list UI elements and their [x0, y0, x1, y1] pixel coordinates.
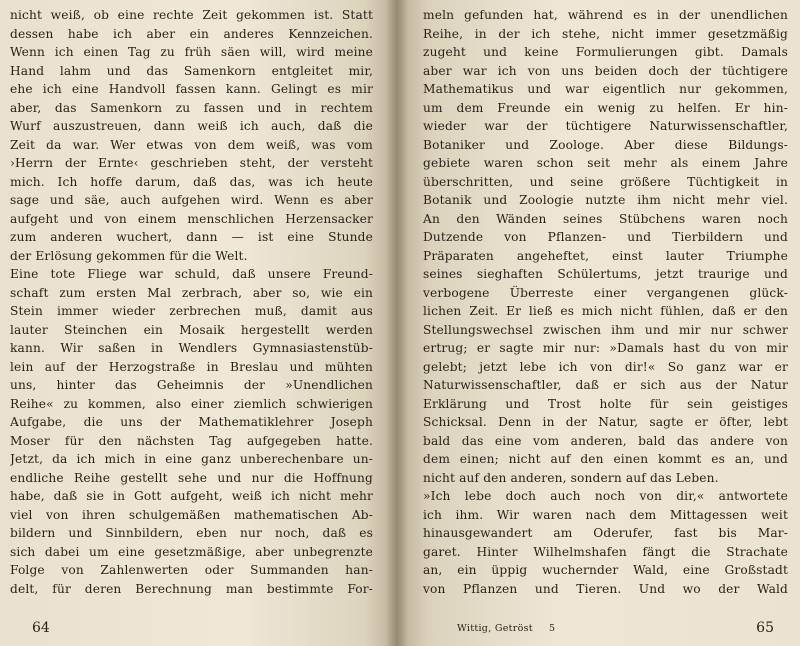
text-line: sage und säe, auch aufgehen wird. Wenn es aber	[10, 193, 373, 207]
text-line: Präparaten angeheftet, einst lauter Triumphe	[423, 248, 788, 263]
text-line: An den Wänden seines Stübchens waren noch	[423, 211, 788, 226]
text-line: aber, das Samenkorn zu fassen und in rechtem	[10, 100, 373, 115]
text-line: viel von ihren schulgemäßen mathematischen Ab-	[10, 507, 373, 522]
text-line: Botaniker und Zoologe. Aber diese Bildungs-	[423, 137, 788, 152]
left-page	[0, 0, 397, 646]
printer-signature: Wittig, Getröst	[457, 623, 533, 634]
text-line: Reihe« zu kommen, also einer ziemlich schwierigen	[10, 396, 373, 411]
text-line: gebiete waren schon seit mehr als einem Jahre	[423, 156, 788, 170]
text-line: Mathematikus und war eigentlich nur gekommen,	[423, 82, 788, 96]
text-line: sich dabei um eine gesetzmäßige, aber unbegrenzte	[10, 544, 373, 559]
right-page-number: 65	[756, 620, 774, 636]
right-page	[397, 0, 800, 646]
text-line: lichen Zeit. Er ließ es mich nicht fühlen, daß er den	[423, 304, 788, 318]
text-line: meln gefunden hat, während es in der unendlichen	[423, 8, 788, 22]
text-line: zum anderen wuchert, dann — ist eine Stunde	[10, 230, 373, 244]
text-line: überschritten, und seine größere Tüchtigkeit in	[423, 174, 788, 189]
text-line: habe, daß sie in Gott aufgeht, weiß ich nicht mehr	[10, 489, 373, 503]
left-page-number: 64	[32, 620, 50, 636]
text-line: Wurf auszustreuen, dann weiß ich auch, daß die	[10, 119, 373, 133]
text-line: aber war ich von uns beiden doch der tüchtigere	[423, 63, 788, 78]
text-line: mich. Ich hoffe darum, daß das, was ich heute	[10, 174, 373, 189]
right-page-text	[423, 6, 788, 598]
text-line: bald das eine vom anderen, bald das andere von	[423, 433, 788, 448]
text-line: dessen habe ich aber ein anderes Kennzeichen.	[10, 26, 373, 41]
text-line: bildern und Sinnbildern, eben nur noch, daß es	[10, 526, 373, 540]
text-line: ehe ich eine Handvoll fassen kann. Gelingt es mir	[10, 82, 373, 96]
text-line: ertrug; er sagte mir nur: »Damals hast du von mir	[423, 341, 788, 355]
text-line: um dem Freunde ein wenig zu helfen. Er hin-	[423, 100, 788, 115]
text-line: uns, hinter das Geheimnis der »Unendlichen	[10, 378, 373, 392]
text-line: wieder war der tüchtigere Naturwissenschaftler,	[423, 119, 788, 133]
text-line: Erklärung und Trost holte für sein geistiges	[423, 396, 788, 411]
text-line: Naturwissenschaftler, daß er sich aus der Natur	[423, 378, 788, 392]
text-line: Aufgabe, die uns der Mathematiklehrer Joseph	[10, 415, 373, 429]
text-line: an, ein üppig wuchernder Wald, eine Großstadt	[423, 563, 788, 577]
text-line: Zeit da war. Wer etwas von dem weiß, was vom	[10, 137, 373, 152]
signature-mark: 5	[549, 623, 556, 634]
text-line: ich ihm. Wir waren nach dem Mittagessen weit	[423, 507, 788, 522]
text-line: lauter Steinchen ein Mosaik hergestellt werden	[10, 322, 373, 337]
text-line: Jetzt, da ich mich in eine ganz unberechenbare un-	[10, 452, 373, 466]
text-line: nicht auf den anderen, sondern auf das Leben.	[423, 470, 719, 485]
text-line: Reihe, in der ich stehe, nicht immer gesetzmäßig	[423, 26, 788, 41]
text-line: aufgeht und von einem menschlichen Herzensacker	[10, 211, 373, 226]
text-line: Stein immer wieder zerbrechen muß, damit aus	[10, 304, 373, 318]
text-line: delt, für deren Berechnung man bestimmte For-	[10, 581, 373, 596]
text-line: Stellungswechsel zwischen ihm und mir nur schwer	[423, 322, 788, 337]
text-line: Moser für den nächsten Tag aufgegeben hatte.	[10, 433, 373, 448]
text-line: Wenn ich einen Tag zu früh säen will, wird meine	[10, 45, 373, 59]
text-line: Folge von Zahlenwerten oder Summanden han-	[10, 563, 373, 577]
text-line: hinausgewandert am Oderufer, fast bis Mar-	[423, 526, 788, 540]
text-line: ›Herrn der Ernte‹ geschrieben steht, der versteht	[10, 156, 373, 170]
text-line: Schicksal. Denn in der Natur, sagte er öfter, lebt	[423, 415, 788, 429]
text-line: schaft zum ersten Mal zerbrach, aber so, wie ein	[10, 285, 373, 300]
left-page-text	[10, 6, 373, 598]
text-line: gelebt; jetzt lebe ich von dir!« So ganz war er	[423, 359, 788, 374]
text-line: von Pflanzen und Tieren. Und wo der Wald	[423, 581, 788, 596]
text-line: kann. Wir saßen in Wendlers Gymnasiastenstüb-	[10, 341, 373, 355]
text-line: endliche Reihe gestellt sehe und nur die Hoffnung	[10, 470, 373, 485]
text-line: verbogene Überreste einer vergangenen glück-	[423, 285, 788, 300]
text-line: garet. Hinter Wilhelmshafen fängt die Strachate	[423, 544, 788, 559]
text-line: Hand lahm und das Samenkorn entgleitet mir,	[10, 63, 373, 78]
text-line: zugeht und keine Formulierungen gibt. Damals	[423, 45, 788, 59]
text-line: »Ich lebe doch auch noch von dir,« antwortete	[423, 489, 788, 503]
text-line: nicht weiß, ob eine rechte Zeit gekommen ist. Statt	[10, 8, 373, 22]
text-line: lein auf der Herzogstraße in Breslau und mühten	[10, 359, 373, 374]
text-line: dem einen; nicht auf den einen kommt es an, und	[423, 452, 788, 466]
text-line: Eine tote Fliege war schuld, daß unsere Freund-	[10, 267, 373, 281]
text-line: Dutzende von Pflanzen- und Tierbildern und	[423, 230, 788, 244]
text-line: der Erlösung gekommen für die Welt.	[10, 248, 248, 263]
text-line: Botanik und Zoologie nutzte ihm nicht mehr viel.	[423, 193, 788, 207]
text-line: seines sieghaften Schülertums, jetzt traurige und	[423, 267, 788, 281]
